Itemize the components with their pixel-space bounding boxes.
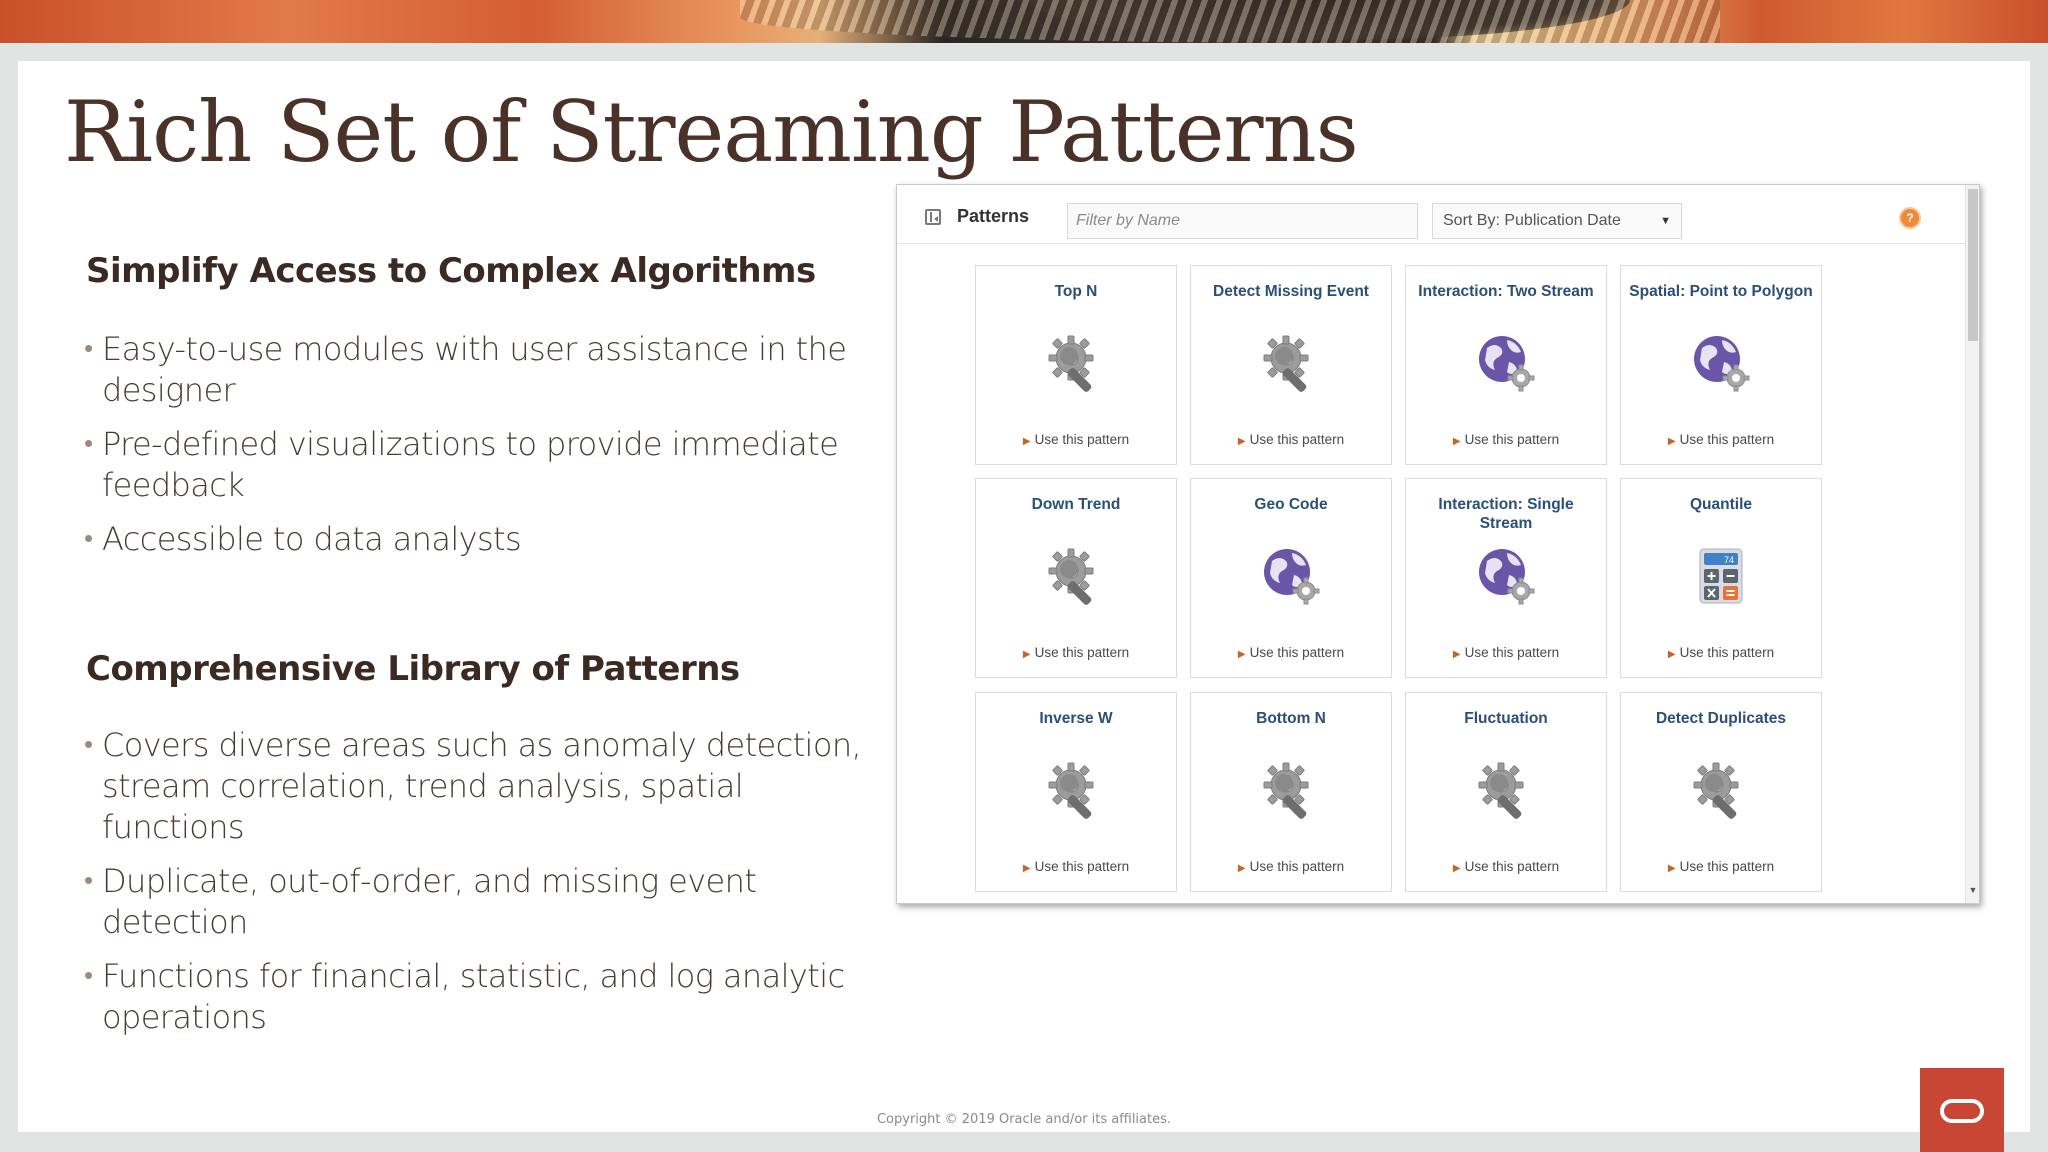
- use-this-pattern-label: Use this pattern: [1034, 432, 1130, 447]
- bullet-list-library: [84, 725, 884, 1051]
- play-arrow-icon: ▶: [1237, 863, 1246, 874]
- bullet-text: Functions for financial, statistic, and log analytic operations: [102, 957, 845, 1036]
- use-this-pattern-link[interactable]: [1406, 432, 1606, 447]
- play-arrow-icon: ▶: [1022, 436, 1031, 447]
- vertical-scrollbar[interactable]: [1965, 185, 1980, 903]
- use-this-pattern-label: Use this pattern: [1464, 859, 1560, 874]
- use-this-pattern-label: Use this pattern: [1464, 432, 1560, 447]
- use-this-pattern-label: Use this pattern: [1249, 859, 1345, 874]
- bullet-item: [84, 861, 884, 943]
- use-this-pattern-label: Use this pattern: [1249, 645, 1345, 660]
- bullet-list-algorithms: [84, 329, 884, 573]
- gear-wrench-icon: [1045, 332, 1107, 394]
- bullet-text: Covers diverse areas such as anomaly detection, stream correlation, trend analysis, spatial functions: [102, 726, 862, 846]
- play-arrow-icon: ▶: [1667, 436, 1676, 447]
- bullet-dot: •: [84, 730, 93, 760]
- play-arrow-icon: ▶: [1452, 649, 1461, 660]
- bullet-item: [84, 956, 884, 1038]
- oracle-logo: [1920, 1068, 2004, 1152]
- use-this-pattern-link[interactable]: [1406, 645, 1606, 660]
- dropdown-caret-icon: ▼: [1660, 215, 1671, 227]
- scroll-down-arrow-icon[interactable]: ▼: [1968, 885, 1978, 895]
- pattern-card[interactable]: [1190, 265, 1392, 465]
- svg-text:74: 74: [1723, 555, 1734, 565]
- pattern-card[interactable]: [975, 265, 1177, 465]
- use-this-pattern-link[interactable]: [1621, 859, 1821, 874]
- play-arrow-icon: ▶: [1022, 863, 1031, 874]
- use-this-pattern-link[interactable]: [976, 859, 1176, 874]
- bullet-item: [84, 725, 884, 848]
- sort-by-select[interactable]: [1432, 203, 1682, 239]
- pattern-card[interactable]: [1620, 692, 1822, 892]
- pattern-card-title: Spatial: Point to Polygon: [1629, 283, 1813, 300]
- gear-wrench-icon: [1690, 759, 1752, 821]
- bullet-item: [84, 329, 884, 411]
- play-arrow-icon: ▶: [1452, 436, 1461, 447]
- pattern-card-title: Interaction: Single Stream: [1438, 496, 1574, 532]
- bullet-text: Duplicate, out-of-order, and missing event detection: [102, 862, 757, 941]
- pattern-card-title: Top N: [1054, 283, 1098, 300]
- pattern-card-title: Quantile: [1689, 496, 1752, 513]
- gear-wrench-icon: [1045, 545, 1107, 607]
- gear-wrench-icon: [1260, 332, 1322, 394]
- bullet-item: [84, 519, 884, 560]
- patterns-toolbar: [897, 185, 1965, 244]
- bullet-dot: •: [84, 334, 93, 364]
- use-this-pattern-link[interactable]: [1406, 859, 1606, 874]
- play-arrow-icon: ▶: [1237, 436, 1246, 447]
- globe-gear-icon: [1475, 545, 1537, 607]
- bullet-text: Pre-defined visualizations to provide immediate feedback: [102, 425, 839, 504]
- collapse-panel-icon[interactable]: [925, 209, 941, 225]
- use-this-pattern-link[interactable]: [976, 645, 1176, 660]
- globe-gear-icon: [1475, 332, 1537, 394]
- pattern-card-title: Down Trend: [1031, 496, 1121, 513]
- pattern-card-title: Geo Code: [1254, 496, 1328, 513]
- pattern-card[interactable]: [1620, 265, 1822, 465]
- pattern-card[interactable]: [975, 692, 1177, 892]
- bullet-dot: •: [84, 961, 93, 991]
- pattern-card[interactable]: [1405, 265, 1607, 465]
- pattern-card-title: Detect Missing Event: [1213, 283, 1369, 300]
- use-this-pattern-link[interactable]: [1191, 432, 1391, 447]
- section-heading-library: Comprehensive Library of Patterns: [86, 649, 740, 689]
- use-this-pattern-label: Use this pattern: [1249, 432, 1345, 447]
- pattern-card[interactable]: [1620, 478, 1822, 678]
- use-this-pattern-label: Use this pattern: [1034, 859, 1130, 874]
- help-icon[interactable]: ?: [1899, 207, 1921, 229]
- play-arrow-icon: ▶: [1237, 649, 1246, 660]
- use-this-pattern-label: Use this pattern: [1034, 645, 1130, 660]
- gear-wrench-icon: [1260, 759, 1322, 821]
- banner-art-stripes: [740, 0, 1720, 43]
- play-arrow-icon: ▶: [1022, 649, 1031, 660]
- bullet-dot: •: [84, 866, 93, 896]
- pattern-card[interactable]: [1190, 478, 1392, 678]
- pattern-card[interactable]: [1405, 478, 1607, 678]
- use-this-pattern-label: Use this pattern: [1679, 432, 1775, 447]
- patterns-title: Patterns: [957, 206, 1030, 226]
- pattern-card[interactable]: [1190, 692, 1392, 892]
- copyright-footer: Copyright © 2019 Oracle and/or its affiliates.: [876, 1112, 1172, 1127]
- globe-gear-icon: [1690, 332, 1752, 394]
- pattern-card-title: Fluctuation: [1464, 710, 1548, 727]
- use-this-pattern-link[interactable]: [1191, 645, 1391, 660]
- section-heading-algorithms: Simplify Access to Complex Algorithms: [86, 251, 816, 291]
- use-this-pattern-link[interactable]: [1621, 432, 1821, 447]
- use-this-pattern-label: Use this pattern: [1679, 859, 1775, 874]
- globe-gear-icon: [1260, 545, 1322, 607]
- bullet-text: Easy-to-use modules with user assistance in the designer: [102, 330, 847, 409]
- use-this-pattern-label: Use this pattern: [1464, 645, 1560, 660]
- use-this-pattern-link[interactable]: [1191, 859, 1391, 874]
- gear-wrench-icon: [1045, 759, 1107, 821]
- use-this-pattern-link[interactable]: [1621, 645, 1821, 660]
- pattern-card-title: Inverse W: [1039, 710, 1113, 727]
- play-arrow-icon: ▶: [1452, 863, 1461, 874]
- decorative-banner: [0, 0, 2048, 43]
- gear-wrench-icon: [1475, 759, 1537, 821]
- pattern-card-title: Bottom N: [1256, 710, 1326, 727]
- filter-by-name-input[interactable]: [1067, 203, 1418, 239]
- slide-title: Rich Set of Streaming Patterns: [64, 83, 1358, 181]
- use-this-pattern-label: Use this pattern: [1679, 645, 1775, 660]
- use-this-pattern-link[interactable]: [976, 432, 1176, 447]
- calculator-icon: [1690, 545, 1752, 607]
- pattern-card[interactable]: [975, 478, 1177, 678]
- play-arrow-icon: ▶: [1667, 863, 1676, 874]
- sort-by-label: Sort By: Publication Date: [1443, 212, 1621, 229]
- bullet-dot: •: [84, 524, 93, 554]
- pattern-card-title: Interaction: Two Stream: [1418, 283, 1594, 300]
- bullet-item: [84, 424, 884, 506]
- patterns-window: [896, 184, 1980, 904]
- bullet-text: Accessible to data analysts: [102, 520, 522, 558]
- pattern-card-title: Detect Duplicates: [1655, 710, 1787, 727]
- scrollbar-thumb[interactable]: [1968, 189, 1978, 341]
- bullet-dot: •: [84, 429, 93, 459]
- pattern-card[interactable]: [1405, 692, 1607, 892]
- play-arrow-icon: ▶: [1667, 649, 1676, 660]
